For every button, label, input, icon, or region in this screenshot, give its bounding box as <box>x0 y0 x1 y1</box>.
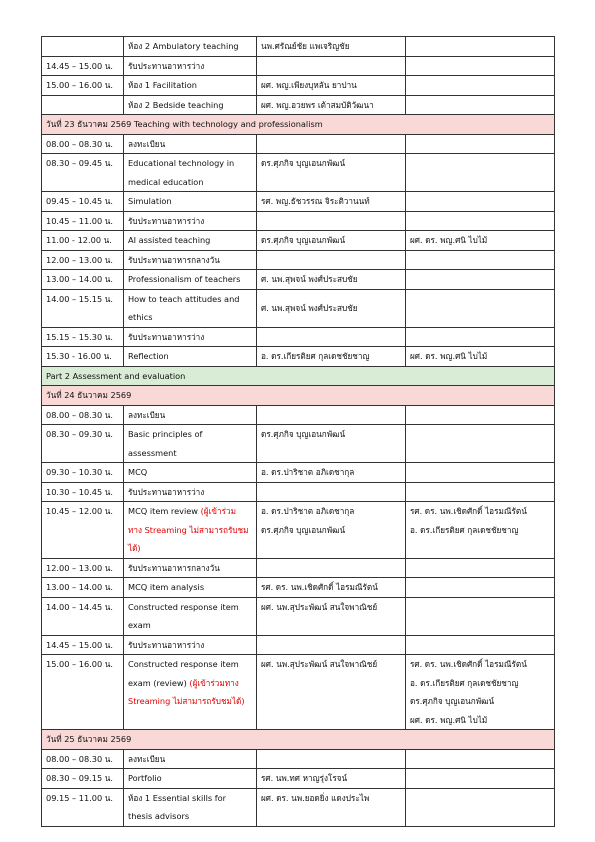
time-cell <box>42 95 124 115</box>
speaker-name: รศ. พญ.ธัชวรรณ จิระติวานนท์ <box>261 196 370 206</box>
speaker-cell <box>257 578 406 598</box>
speaker-cell <box>257 769 406 789</box>
speaker-cell <box>257 289 406 327</box>
schedule-row <box>42 134 555 154</box>
speaker-name: รศ. นพ.ทศ หาญรุ่งโรจน์ <box>261 773 348 783</box>
day-header-row <box>42 115 555 135</box>
topic-line: รับประทานอาหารกลางวัน <box>128 254 220 265</box>
topic-line: ทาง Streaming ไม่สามารถรับชม <box>128 524 249 535</box>
speaker-name: ผศ. ดร. นพ.ยอดยิ่ง แดงประไพ <box>261 792 370 803</box>
facilitator-name: ผศ. ดร. พญ.ศนิ ไบไม้ <box>410 351 488 361</box>
time-cell: 08.00 – 08.30 น. <box>42 749 124 769</box>
facilitator-cell <box>406 134 555 154</box>
topic-line: Constructed response item <box>128 659 239 669</box>
facilitator-cell <box>406 327 555 347</box>
schedule-row <box>42 76 555 96</box>
topic-line: Reflection <box>128 351 169 361</box>
topic-line: Basic principles of <box>128 429 203 439</box>
time-cell: 09.15 – 11.00 น. <box>42 788 124 826</box>
topic-line: Professionalism of teachers <box>128 274 241 284</box>
facilitator-cell <box>406 270 555 290</box>
topic-cell <box>124 327 257 347</box>
speaker-name: ผศ. นพ.สุประพัฒน์ สนใจพาณิชย์ <box>261 659 378 669</box>
topic-cell <box>124 347 257 367</box>
speaker-cell <box>257 192 406 212</box>
topic-line: รับประทานอาหารว่าง <box>128 486 205 497</box>
day-header: วันที่ 25 ธันวาคม 2569 <box>42 730 555 750</box>
speaker-name: อ. ดร.เกียรติยศ กุลเดชชัยชาญ <box>261 351 370 361</box>
schedule-row <box>42 289 555 327</box>
speaker-name: ศ. นพ.สุพจน์ พงศ์ประสบชัย <box>261 302 358 313</box>
topic-line: Educational technology in <box>128 158 235 168</box>
facilitator-cell <box>406 788 555 826</box>
time-cell: 14.00 – 15.15 น. <box>42 289 124 327</box>
topic-cell <box>124 558 257 578</box>
time-cell: 08.30 – 09.45 น. <box>42 154 124 192</box>
facilitator-name: รศ. ดร. นพ.เชิดศักดิ์ ไอรมณีรัตน์ <box>410 659 527 669</box>
schedule-row <box>42 37 555 57</box>
topic-cell <box>124 578 257 598</box>
topic-line: exam (review) (ผู้เข้าร่วมทาง <box>128 677 239 688</box>
speaker-cell <box>257 270 406 290</box>
schedule-row <box>42 95 555 115</box>
time-cell: 12.00 – 13.00 น. <box>42 558 124 578</box>
time-cell: 10.45 – 11.00 น. <box>42 211 124 231</box>
time-cell: 13.00 – 14.00 น. <box>42 270 124 290</box>
topic-cell <box>124 250 257 270</box>
schedule-row <box>42 482 555 502</box>
time-cell <box>42 37 124 57</box>
schedule-table <box>41 36 555 827</box>
schedule-row <box>42 597 555 635</box>
topic-line: ห้อง 2 Bedside teaching <box>128 99 224 110</box>
speaker-cell <box>257 134 406 154</box>
time-cell: 08.30 – 09.15 น. <box>42 769 124 789</box>
schedule-row <box>42 231 555 251</box>
speaker-cell <box>257 463 406 483</box>
topic-cell <box>124 76 257 96</box>
topic-line: Simulation <box>128 196 172 206</box>
schedule-row <box>42 463 555 483</box>
facilitator-cell <box>406 154 555 192</box>
topic-line: Constructed response item <box>128 601 239 612</box>
schedule-row <box>42 56 555 76</box>
facilitator-cell <box>406 597 555 635</box>
speaker-cell <box>257 655 406 730</box>
speaker-cell <box>257 37 406 57</box>
schedule-row <box>42 635 555 655</box>
time-cell: 09.45 – 10.45 น. <box>42 192 124 212</box>
facilitator-cell <box>406 558 555 578</box>
time-cell: 14.45 – 15.00 น. <box>42 635 124 655</box>
topic-line: รับประทานอาหารว่าง <box>128 331 205 342</box>
speaker-name: ผศ. พญ.เพียงบุหลัน ยาปาน <box>261 80 357 90</box>
time-cell: 09.30 – 10.30 น. <box>42 463 124 483</box>
speaker-name: อ. ดร.ปาริชาต อภิเดชากุล <box>261 467 355 477</box>
topic-cell <box>124 37 257 57</box>
topic-cell <box>124 270 257 290</box>
facilitator-cell <box>406 769 555 789</box>
facilitator-cell <box>406 749 555 769</box>
facilitator-name: ผศ. ดร. พญ.ศนิ ไบไม้ <box>410 714 488 725</box>
streaming-note: (ผู้เข้าร่วมทาง <box>189 677 239 688</box>
time-cell: 08.00 – 08.30 น. <box>42 405 124 425</box>
time-cell: 13.00 – 14.00 น. <box>42 578 124 598</box>
time-cell: 15.00 – 16.00 น. <box>42 655 124 730</box>
day-header-row <box>42 386 555 406</box>
schedule-row <box>42 578 555 598</box>
time-cell: 08.30 – 09.30 น. <box>42 425 124 463</box>
schedule-row <box>42 502 555 559</box>
facilitator-cell <box>406 37 555 57</box>
schedule-row <box>42 425 555 463</box>
topic-line: How to teach attitudes and <box>128 293 240 304</box>
topic-cell <box>124 425 257 463</box>
schedule-row <box>42 154 555 192</box>
speaker-name: ดร.ศุภกิจ บุญเอนกพัฒน์ <box>261 524 346 535</box>
topic-cell <box>124 463 257 483</box>
time-cell: 12.00 – 13.00 น. <box>42 250 124 270</box>
facilitator-cell <box>406 56 555 76</box>
topic-line: assessment <box>128 447 177 458</box>
topic-cell <box>124 635 257 655</box>
topic-line: medical education <box>128 176 204 187</box>
topic-cell <box>124 405 257 425</box>
topic-line: รับประทานอาหารกลางวัน <box>128 562 220 573</box>
topic-cell <box>124 211 257 231</box>
streaming-note: (ผู้เข้าร่วม <box>200 506 236 516</box>
schedule-row <box>42 769 555 789</box>
topic-line: ลงทะเบียน <box>128 138 166 149</box>
facilitator-cell <box>406 425 555 463</box>
speaker-name: ผศ. พญ.อวยพร เต้าสมบัติวัฒนา <box>261 99 374 110</box>
speaker-cell <box>257 56 406 76</box>
topic-cell <box>124 289 257 327</box>
speaker-cell <box>257 425 406 463</box>
facilitator-name: ดร.ศุภกิจ บุญเอนกพัฒน์ <box>410 696 495 706</box>
facilitator-cell <box>406 655 555 730</box>
schedule-row <box>42 558 555 578</box>
speaker-cell <box>257 405 406 425</box>
facilitator-cell <box>406 289 555 327</box>
facilitator-cell <box>406 502 555 559</box>
topic-cell <box>124 192 257 212</box>
facilitator-cell <box>406 578 555 598</box>
facilitator-name: อ. ดร.เกียรติยศ กุลเดชชัยชาญ <box>410 677 519 688</box>
speaker-cell <box>257 95 406 115</box>
time-cell: 15.30 - 16.00 น. <box>42 347 124 367</box>
day-header-row <box>42 730 555 750</box>
time-cell: 10.45 – 12.00 น. <box>42 502 124 559</box>
facilitator-name: รศ. ดร. นพ.เชิดศักดิ์ ไอรมณีรัตน์ <box>410 506 527 516</box>
topic-line: Portfolio <box>128 773 162 783</box>
topic-line: รับประทานอาหารว่าง <box>128 60 205 71</box>
facilitator-cell <box>406 463 555 483</box>
day-header: วันที่ 23 ธันวาคม 2569 Teaching with technology and professionalism <box>42 115 555 135</box>
topic-line: Streaming ไม่สามารถรับชมได้) <box>128 696 245 706</box>
topic-line: ลงทะเบียน <box>128 409 166 420</box>
speaker-name: ดร.ศุภกิจ บุญเอนกพัฒน์ <box>261 235 346 245</box>
time-cell: 14.45 – 15.00 น. <box>42 56 124 76</box>
speaker-name: นพ.ศรัณย์ชัย แพเจริญชัย <box>261 41 350 51</box>
facilitator-cell <box>406 211 555 231</box>
topic-line: ได้) <box>128 543 141 553</box>
speaker-cell <box>257 76 406 96</box>
topic-line: ลงทะเบียน <box>128 753 166 764</box>
topic-line: exam <box>128 620 151 630</box>
facilitator-cell <box>406 405 555 425</box>
speaker-cell <box>257 231 406 251</box>
speaker-cell <box>257 250 406 270</box>
facilitator-cell <box>406 482 555 502</box>
topic-cell <box>124 154 257 192</box>
speaker-cell <box>257 347 406 367</box>
speaker-cell <box>257 327 406 347</box>
time-cell: 10.30 – 10.45 น. <box>42 482 124 502</box>
schedule-row <box>42 211 555 231</box>
schedule-row <box>42 788 555 826</box>
topic-cell <box>124 482 257 502</box>
speaker-cell <box>257 211 406 231</box>
part-header: Part 2 Assessment and evaluation <box>42 366 555 386</box>
facilitator-cell <box>406 231 555 251</box>
topic-line: MCQ item analysis <box>128 582 205 592</box>
speaker-cell <box>257 502 406 559</box>
topic-cell <box>124 655 257 730</box>
time-cell: 15.00 – 16.00 น. <box>42 76 124 96</box>
time-cell: 08.00 – 08.30 น. <box>42 134 124 154</box>
facilitator-name: อ. ดร.เกียรติยศ กุลเดชชัยชาญ <box>410 524 519 535</box>
facilitator-cell <box>406 192 555 212</box>
topic-cell <box>124 597 257 635</box>
topic-line: thesis advisors <box>128 811 190 821</box>
topic-line: MCQ <box>128 467 148 477</box>
facilitator-cell <box>406 76 555 96</box>
schedule-row <box>42 749 555 769</box>
topic-cell <box>124 56 257 76</box>
speaker-name: ศ. นพ.สุพจน์ พงศ์ประสบชัย <box>261 274 358 284</box>
schedule-row <box>42 405 555 425</box>
part-header-row <box>42 366 555 386</box>
speaker-name: อ. ดร.ปาริชาต อภิเดชากุล <box>261 506 355 516</box>
topic-line: ethics <box>128 312 153 322</box>
schedule-row <box>42 327 555 347</box>
topic-line: MCQ item review (ผู้เข้าร่วม <box>128 506 236 516</box>
speaker-name: ดร.ศุภกิจ บุญเอนกพัฒน์ <box>261 158 346 168</box>
schedule-row <box>42 347 555 367</box>
speaker-cell <box>257 558 406 578</box>
schedule-row <box>42 270 555 290</box>
schedule-row <box>42 250 555 270</box>
facilitator-cell <box>406 347 555 367</box>
speaker-name: รศ. ดร. นพ.เชิดศักดิ์ ไอรมณีรัตน์ <box>261 582 378 592</box>
facilitator-cell <box>406 250 555 270</box>
speaker-name: ดร.ศุภกิจ บุญเอนกพัฒน์ <box>261 429 346 439</box>
topic-cell <box>124 769 257 789</box>
facilitator-name: ผศ. ดร. พญ.ศนิ ไบไม้ <box>410 235 488 245</box>
time-cell: 15.15 – 15.30 น. <box>42 327 124 347</box>
facilitator-cell <box>406 95 555 115</box>
schedule-row <box>42 655 555 730</box>
topic-cell <box>124 134 257 154</box>
speaker-cell <box>257 749 406 769</box>
speaker-name: ผศ. นพ.สุประพัฒน์ สนใจพาณิชย์ <box>261 601 378 612</box>
speaker-cell <box>257 154 406 192</box>
topic-cell <box>124 231 257 251</box>
schedule-rows <box>42 37 555 827</box>
topic-line: ห้อง 1 Essential skills for <box>128 792 226 803</box>
speaker-cell <box>257 788 406 826</box>
speaker-cell <box>257 482 406 502</box>
facilitator-cell <box>406 635 555 655</box>
time-cell: 14.00 – 14.45 น. <box>42 597 124 635</box>
topic-line: รับประทานอาหารว่าง <box>128 639 205 650</box>
time-cell: 11.00 - 12.00 น. <box>42 231 124 251</box>
topic-line: ห้อง 2 Ambulatory teaching <box>128 41 239 51</box>
topic-line: AI assisted teaching <box>128 235 211 245</box>
day-header: วันที่ 24 ธันวาคม 2569 <box>42 386 555 406</box>
topic-line: รับประทานอาหารว่าง <box>128 215 205 226</box>
schedule-row <box>42 192 555 212</box>
topic-line: ห้อง 1 Facilitation <box>128 80 197 90</box>
speaker-cell <box>257 635 406 655</box>
topic-cell <box>124 749 257 769</box>
speaker-cell <box>257 597 406 635</box>
topic-cell <box>124 502 257 559</box>
topic-cell <box>124 788 257 826</box>
topic-cell <box>124 95 257 115</box>
